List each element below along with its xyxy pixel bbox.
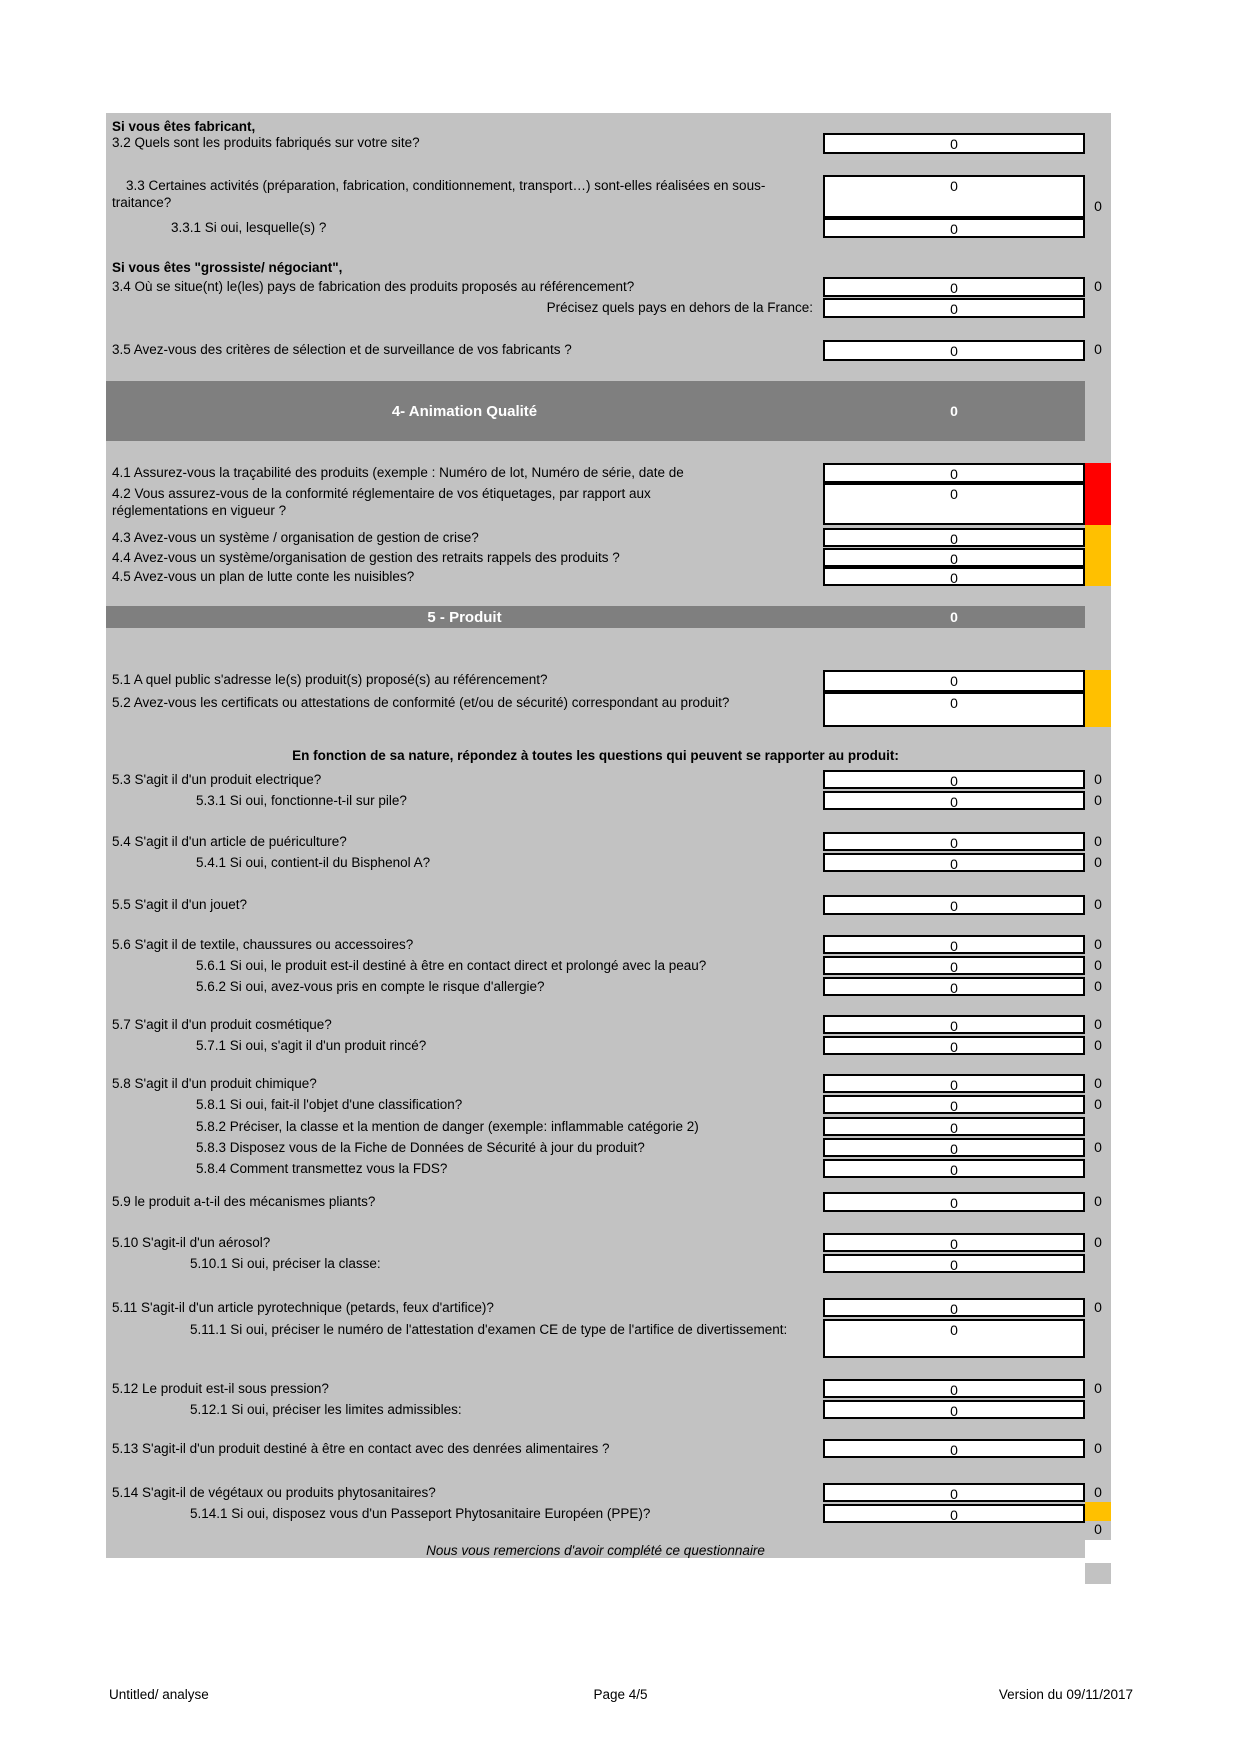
- question-label-5.9: 5.9 le produit a-t-il des mécanismes pliants?: [112, 1194, 376, 1209]
- question-label-5.5: 5.5 S'agit il d'un jouet?: [112, 897, 247, 912]
- cell-bottom-white-indicator: [1085, 1540, 1111, 1558]
- text-note-merci: Nous vous remercions d'avoir complété ce questionnaire: [426, 1543, 765, 1558]
- answer-cell-5.4[interactable]: 0: [823, 832, 1085, 851]
- sheet: [106, 113, 1111, 1558]
- answer-cell-5.3.1[interactable]: 0: [823, 791, 1085, 810]
- question-label-5.13: 5.13 S'agit-il d'un produit destiné à être en contact avec des denrées alimentaires ?: [112, 1441, 610, 1456]
- answer-cell-5.7.1[interactable]: 0: [823, 1036, 1085, 1055]
- question-label-3.5: 3.5 Avez-vous des critères de sélection et de surveillance de vos fabricants ?: [112, 342, 572, 357]
- answer-cell-5.14[interactable]: 0: [823, 1483, 1085, 1502]
- question-label-5.8.4: 5.8.4 Comment transmettez vous la FDS?: [196, 1161, 448, 1176]
- score-cell-5.4.1: 0: [1094, 854, 1102, 870]
- score-cell-5.11: 0: [1094, 1299, 1102, 1315]
- answer-cell-5.12.1[interactable]: 0: [823, 1400, 1085, 1419]
- section-band-section-4: [106, 381, 1085, 441]
- question-label-5.6.2: 5.6.2 Si oui, avez-vous pris en compte le risque d'allergie?: [196, 979, 545, 994]
- answer-cell-5.6[interactable]: 0: [823, 935, 1085, 954]
- score-cell-5.6.2: 0: [1094, 978, 1102, 994]
- flag-5.14.1-indicator: [1085, 1502, 1111, 1521]
- footer-version: Version du 09/11/2017: [998, 1687, 1133, 1702]
- question-label-3.4: 3.4 Où se situe(nt) le(les) pays de fabrication des produits proposés au référencement?: [112, 279, 635, 294]
- question-label-5.8.2: 5.8.2 Préciser, la classe et la mention de danger (exemple: inflammable catégorie 2): [196, 1119, 699, 1134]
- answer-cell-5.8.4[interactable]: 0: [823, 1159, 1085, 1178]
- answer-cell-5.9[interactable]: 0: [823, 1192, 1085, 1212]
- bottom-gray-cell: [1085, 1563, 1111, 1584]
- question-label-5.2: 5.2 Avez-vous les certificats ou attestations de conformité (et/ou de sécurité) correspondant au produit?: [112, 695, 730, 710]
- question-label-3.3: 3.3 Certaines activités (préparation, fabrication, conditionnement, transport…) sont-elles réalisées en sous-traitance?: [112, 178, 766, 210]
- answer-cell-5.6.1[interactable]: 0: [823, 956, 1085, 975]
- answer-cell-3.4[interactable]: 0: [823, 277, 1085, 297]
- text-h-fabricant: Si vous êtes fabricant,: [112, 119, 256, 134]
- answer-cell-5.11[interactable]: 0: [823, 1298, 1085, 1317]
- answer-cell-3.5[interactable]: 0: [823, 340, 1085, 361]
- answer-cell-4.5[interactable]: 0: [823, 567, 1085, 586]
- question-label-4.1: 4.1 Assurez-vous la traçabilité des produits (exemple : Numéro de lot, Numéro de série, date de: [112, 465, 684, 480]
- answer-cell-3.3[interactable]: 0: [823, 175, 1085, 218]
- answer-cell-5.8[interactable]: 0: [823, 1074, 1085, 1093]
- question-label-5.3.1: 5.3.1 Si oui, fonctionne-t-il sur pile?: [196, 793, 407, 808]
- question-label-4.5: 4.5 Avez-vous un plan de lutte conte les nuisibles?: [112, 569, 415, 584]
- flag-4.1-4.2-indicator: [1085, 463, 1111, 525]
- question-label-5.8: 5.8 S'agit il d'un produit chimique?: [112, 1076, 317, 1091]
- score-cell-5.14: 0: [1094, 1484, 1102, 1500]
- question-label-5.12.1: 5.12.1 Si oui, préciser les limites admissibles:: [190, 1402, 462, 1417]
- score-cell-5.5: 0: [1094, 896, 1102, 912]
- score-cell-3.5: 0: [1094, 341, 1102, 357]
- footer-page-number: Page 4/5: [593, 1687, 648, 1702]
- answer-cell-5.8.2[interactable]: 0: [823, 1117, 1085, 1136]
- answer-cell-5.6.2[interactable]: 0: [823, 977, 1085, 996]
- score-cell-5.4: 0: [1094, 833, 1102, 849]
- question-label-5.8.1: 5.8.1 Si oui, fait-il l'objet d'une classification?: [196, 1097, 463, 1112]
- answer-cell-5.5[interactable]: 0: [823, 895, 1085, 915]
- answer-cell-5.10.1[interactable]: 0: [823, 1254, 1085, 1273]
- answer-cell-5.8.1[interactable]: 0: [823, 1095, 1085, 1114]
- flag-5.1-5.2-indicator: [1085, 670, 1111, 727]
- flag-3.3: 0: [1094, 198, 1102, 214]
- score-cell-5.9: 0: [1094, 1193, 1102, 1209]
- score-cell-5.10: 0: [1094, 1234, 1102, 1250]
- question-label-5.10: 5.10 S'agit-il d'un aérosol?: [112, 1235, 271, 1250]
- score-cell-5.8.3: 0: [1094, 1139, 1102, 1155]
- section-title-section-5: 5 - Produit: [427, 608, 502, 626]
- question-label-5.10.1: 5.10.1 Si oui, préciser la classe:: [190, 1256, 381, 1271]
- answer-cell-5.11.1[interactable]: 0: [823, 1319, 1085, 1358]
- answer-cell-5.13[interactable]: 0: [823, 1439, 1085, 1458]
- flag-bottom: 0: [1094, 1521, 1102, 1537]
- question-label-5.6: 5.6 S'agit il de textile, chaussures ou accessoires?: [112, 937, 414, 952]
- question-label-5.6.1: 5.6.1 Si oui, le produit est-il destiné à être en contact direct et prolongé avec la peau?: [196, 958, 707, 973]
- question-label-5.8.3: 5.8.3 Disposez vous de la Fiche de Données de Sécurité à jour du produit?: [196, 1140, 645, 1155]
- answer-cell-5.10[interactable]: 0: [823, 1233, 1085, 1252]
- answer-cell-3.2[interactable]: 0: [823, 133, 1085, 154]
- question-label-5.7.1: 5.7.1 Si oui, s'agit il d'un produit rincé?: [196, 1038, 427, 1053]
- score-cell-5.3: 0: [1094, 771, 1102, 787]
- question-label-5.4: 5.4 S'agit il d'un article de puériculture?: [112, 834, 347, 849]
- score-cell-5.6: 0: [1094, 936, 1102, 952]
- question-label-5.11.1: 5.11.1 Si oui, préciser le numéro de l'attestation d'examen CE de type de l'artifice de divertissement:: [190, 1322, 788, 1337]
- score-cell-5.13: 0: [1094, 1440, 1102, 1456]
- score-cell-5.8: 0: [1094, 1075, 1102, 1091]
- answer-cell-4.4[interactable]: 0: [823, 548, 1085, 567]
- score-cell-5.12: 0: [1094, 1380, 1102, 1396]
- answer-cell-5.4.1[interactable]: 0: [823, 853, 1085, 872]
- score-cell-3.4: 0: [1094, 278, 1102, 294]
- question-label-5.7: 5.7 S'agit il d'un produit cosmétique?: [112, 1017, 332, 1032]
- answer-cell-5.8.3[interactable]: 0: [823, 1138, 1085, 1157]
- footer-document-title: Untitled/ analyse: [109, 1687, 209, 1702]
- answer-cell-4.2[interactable]: 0: [823, 483, 1085, 525]
- question-label-3.2: 3.2 Quels sont les produits fabriqués sur votre site?: [112, 135, 420, 150]
- text-h-grossiste: Si vous êtes "grossiste/ négociant",: [112, 260, 343, 275]
- question-label-5.12: 5.12 Le produit est-il sous pression?: [112, 1381, 329, 1396]
- question-label-5.3: 5.3 S'agit il d'un produit electrique?: [112, 772, 322, 787]
- answer-cell-5.14.1[interactable]: 0: [823, 1504, 1085, 1523]
- answer-cell-4.3[interactable]: 0: [823, 528, 1085, 547]
- question-label-5.11: 5.11 S'agit-il d'un article pyrotechnique (petards, feux d'artifice)?: [112, 1300, 494, 1315]
- question-label-5.4.1: 5.4.1 Si oui, contient-il du Bisphenol A?: [196, 855, 431, 870]
- answer-cell-5.2[interactable]: 0: [823, 692, 1085, 727]
- score-cell-5.7.1: 0: [1094, 1037, 1102, 1053]
- score-cell-5.6.1: 0: [1094, 957, 1102, 973]
- question-label-4.4: 4.4 Avez-vous un système/organisation de gestion des retraits rappels des produits ?: [112, 550, 620, 565]
- question-label-4.3: 4.3 Avez-vous un système / organisation de gestion de crise?: [112, 530, 479, 545]
- question-label-5.1: 5.1 A quel public s'adresse le(s) produit(s) proposé(s) au référencement?: [112, 672, 548, 687]
- question-label-5.14: 5.14 S'agit-il de végétaux ou produits phytosanitaires?: [112, 1485, 436, 1500]
- answer-cell-3.3.1[interactable]: 0: [823, 218, 1085, 238]
- question-label-3.3.1: 3.3.1 Si oui, lesquelle(s) ?: [171, 220, 327, 235]
- answer-cell-5.3[interactable]: 0: [823, 770, 1085, 789]
- section-band-section-5: [106, 606, 1085, 628]
- section-title-section-4: 4- Animation Qualité: [391, 402, 538, 420]
- answer-cell-5.7[interactable]: 0: [823, 1015, 1085, 1034]
- answer-cell-3.4.precisez[interactable]: 0: [823, 298, 1085, 318]
- flag-4.3-4.5-indicator: [1085, 525, 1111, 586]
- score-cell-5.7: 0: [1094, 1016, 1102, 1032]
- answer-cell-4.1[interactable]: 0: [823, 463, 1085, 483]
- section-score-section-5: 0: [950, 609, 958, 625]
- answer-cell-5.12[interactable]: 0: [823, 1379, 1085, 1398]
- question-label-5.14.1: 5.14.1 Si oui, disposez vous d'un Passeport Phytosanitaire Européen (PPE)?: [190, 1506, 651, 1521]
- question-label-4.2: 4.2 Vous assurez-vous de la conformité réglementaire de vos étiquetages, par rapport aux réglementations en vigueur ?: [112, 486, 651, 518]
- score-cell-5.3.1: 0: [1094, 792, 1102, 808]
- answer-cell-5.1[interactable]: 0: [823, 670, 1085, 692]
- question-label-3.4.precisez: Précisez quels pays en dehors de la France:: [546, 300, 813, 315]
- score-cell-5.8.1: 0: [1094, 1096, 1102, 1112]
- text-note-nature: En fonction de sa nature, répondez à toutes les questions qui peuvent se rapporter au produit:: [292, 748, 899, 763]
- section-score-section-4: 0: [950, 403, 958, 419]
